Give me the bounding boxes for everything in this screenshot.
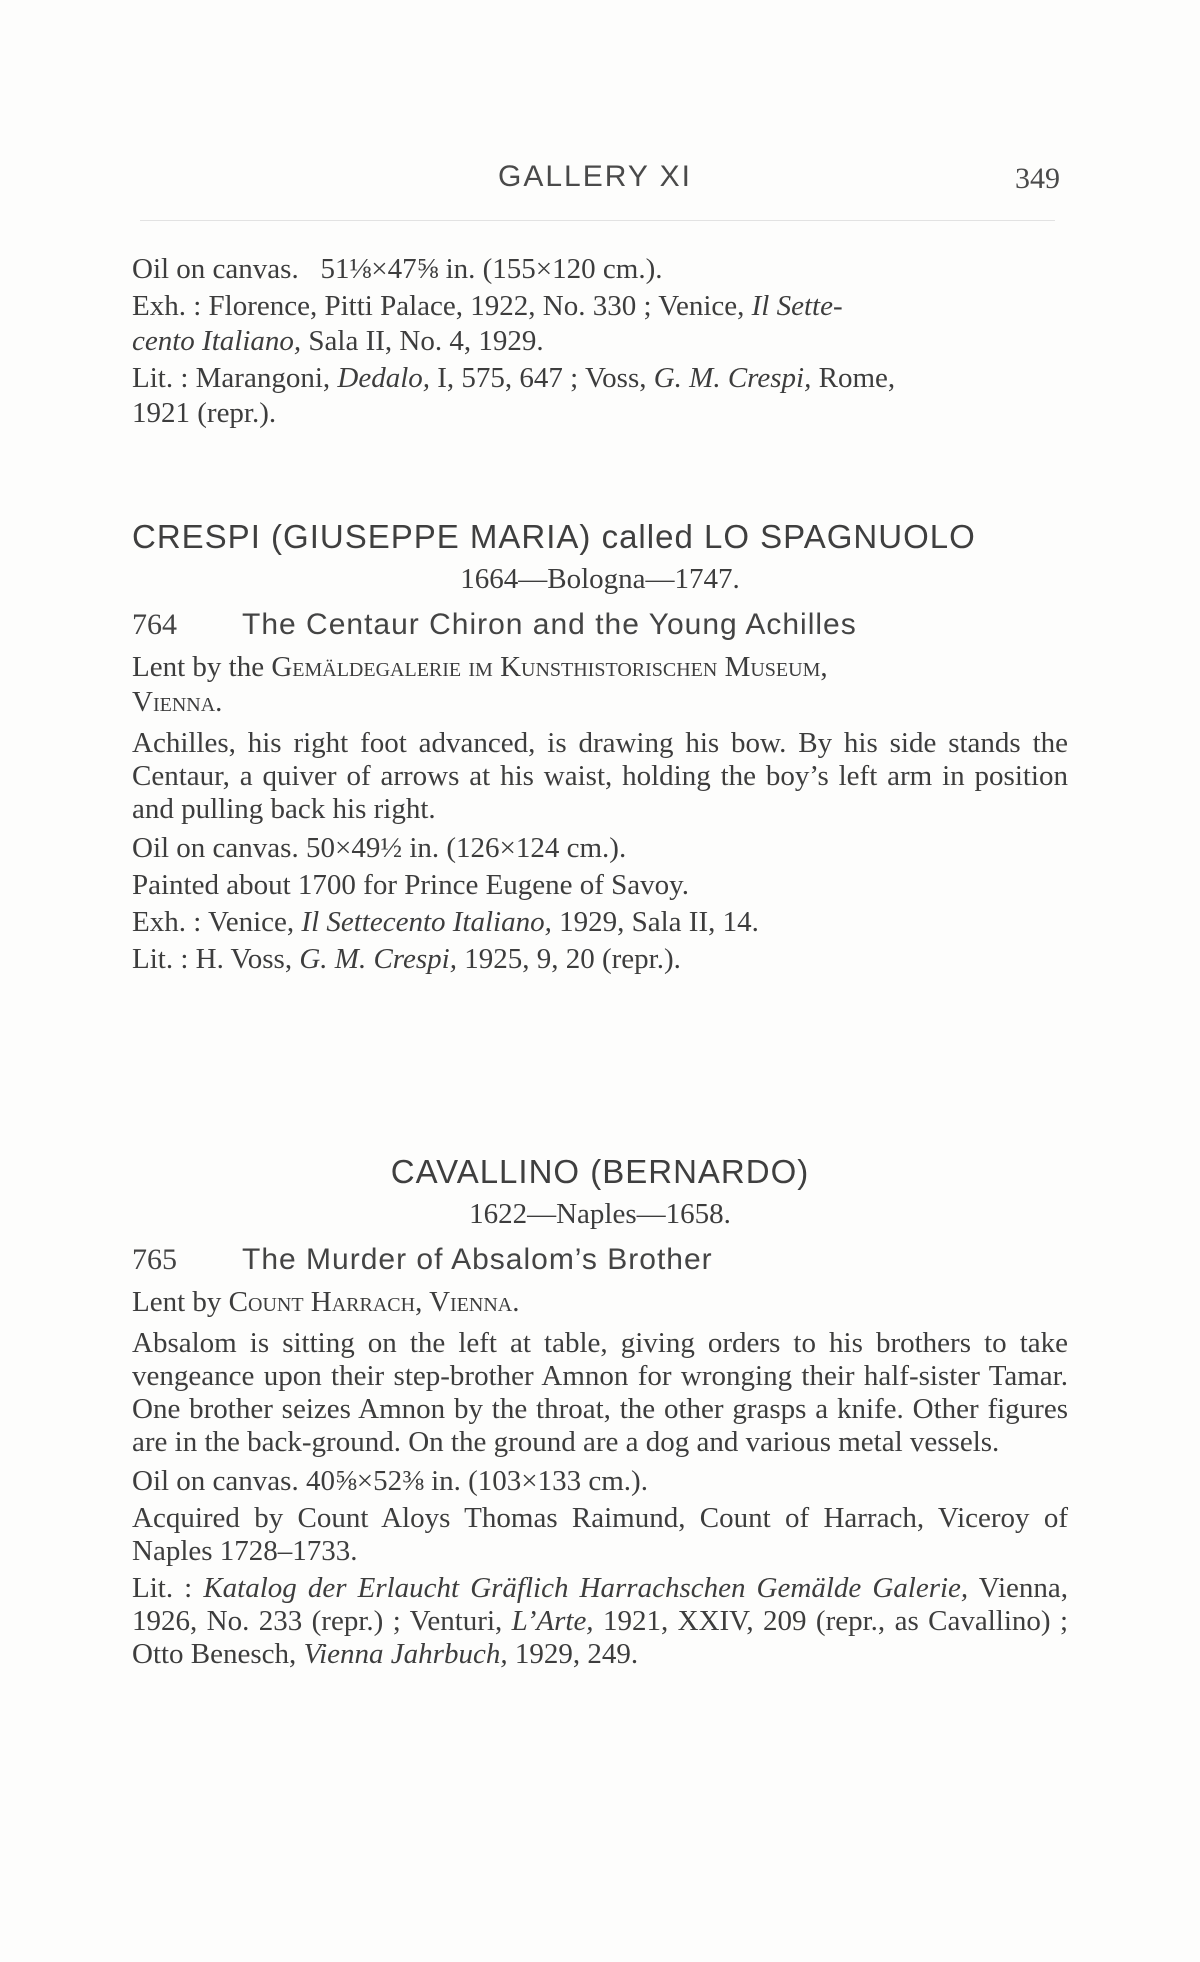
artist-heading: CAVALLINO (BERNARDO)	[390, 1153, 810, 1190]
literature-title: G. M. Crespi,	[653, 362, 812, 394]
literature-title: G. M. Crespi,	[299, 943, 457, 975]
crespi-entry	[132, 520, 1068, 980]
header-rule	[140, 220, 1055, 221]
lender-name: Gemäldegalerie im Kunsthistorischen Museum,	[271, 651, 828, 683]
literature-text: 1921, XXIV, 209 (repr., as Cavallino) ; Otto Benesch,	[132, 1605, 1069, 1670]
literature-line-1	[132, 362, 1068, 395]
medium-label: Oil on canvas.	[132, 253, 299, 285]
medium-line: Oil on canvas. 40⅝×52⅜ in. (103×133 cm.).	[132, 1465, 648, 1497]
provenance-line: Acquired by Count Aloys Thomas Raimund, Count of Harrach, Viceroy of Naples 1728–1733.	[132, 1502, 1068, 1567]
literature-title: Vienna Jahrbuch,	[303, 1638, 508, 1670]
running-title: GALLERY XI	[498, 160, 692, 193]
page-number: 349	[1015, 162, 1060, 195]
literature-line-2: 1921 (repr.).	[132, 397, 277, 429]
catalogue-number: 765	[132, 1243, 177, 1276]
catalogue-number: 764	[132, 608, 177, 641]
catalogue-entry-heading	[132, 1243, 1068, 1276]
cavallino-entry	[132, 1155, 1068, 1675]
running-head	[130, 160, 1060, 200]
literature-text: 1925, 9, 20 (repr.).	[464, 943, 681, 975]
literature-line	[132, 943, 1068, 976]
previous-entry-continuation	[132, 253, 1068, 434]
literature-paragraph	[132, 1572, 1068, 1671]
medium-dimensions: 51⅛×47⅝ in. (155×120 cm.).	[320, 253, 663, 285]
exhibition-text: Sala II, No. 4, 1929.	[308, 325, 544, 357]
medium-line	[132, 253, 1068, 286]
provenance-line: Painted about 1700 for Prince Eugene of Savoy.	[132, 869, 690, 901]
lender-line-2: Vienna.	[132, 686, 223, 718]
literature-title: Dedalo,	[337, 362, 431, 394]
literature-text: Rome,	[818, 362, 896, 394]
exhibition-title: Il Settecento Italiano,	[301, 906, 552, 938]
literature-text: 1929, 249.	[514, 1638, 639, 1670]
artwork-description: Achilles, his right foot advanced, is drawing his bow. By his side stands the Centaur, a quiver of arrows at his waist, holding the boy’s left arm in position and pulling back his right.	[132, 727, 1068, 825]
medium-line: Oil on canvas. 50×49½ in. (126×124 cm.).	[132, 832, 627, 864]
literature-text: Lit. : H. Voss,	[132, 943, 293, 975]
literature-title: Katalog der Erlaucht Gräflich Harrachschen Gemälde Galerie,	[203, 1572, 969, 1604]
exhibition-text: Exh. : Florence, Pitti Palace, 1922, No. 330 ; Venice,	[132, 290, 745, 322]
lender-prefix: Lent by the	[132, 651, 265, 683]
artist-dates: 1664—Bologna—1747.	[460, 563, 740, 595]
literature-text: I, 575, 647 ; Voss,	[437, 362, 647, 394]
literature-text: Lit. :	[132, 1572, 193, 1604]
lender-prefix: Lent by	[132, 1286, 222, 1318]
exhibition-line-2	[132, 325, 1068, 358]
artist-heading: CRESPI (GIUSEPPE MARIA) called LO SPAGNUOLO	[132, 518, 976, 555]
exhibition-text: 1929, Sala II, 14.	[559, 906, 759, 938]
exhibition-line-1	[132, 290, 1068, 323]
exhibition-title: Il Sette-	[751, 290, 843, 322]
lender-line-1	[132, 651, 1068, 684]
literature-title: L’Arte,	[511, 1605, 594, 1637]
artwork-description: Absalom is sitting on the left at table, giving orders to his brothers to take vengeance upon their step-brother Amnon for wronging their half-sister Tamar. One brother seizes Amnon by the throat, the other grasps a knife. Other figures are in the back-ground. On the ground are a dog and various metal vessels.	[132, 1327, 1068, 1458]
lender-line	[132, 1286, 1068, 1319]
literature-text: Lit. : Marangoni,	[132, 362, 331, 394]
lender-name: Count Harrach, Vienna.	[228, 1286, 520, 1318]
exhibition-line	[132, 906, 1068, 939]
catalogue-entry-heading	[132, 608, 1068, 641]
artwork-title: The Centaur Chiron and the Young Achilles	[242, 608, 857, 641]
artist-dates: 1622—Naples—1658.	[469, 1198, 731, 1230]
exhibition-title: cento Italiano,	[132, 325, 302, 357]
exhibition-text: Exh. : Venice,	[132, 906, 295, 938]
literature-text: Vienna, 1926, No. 233 (repr.) ; Venturi,	[132, 1572, 1069, 1637]
artwork-title: The Murder of Absalom’s Brother	[242, 1243, 713, 1276]
